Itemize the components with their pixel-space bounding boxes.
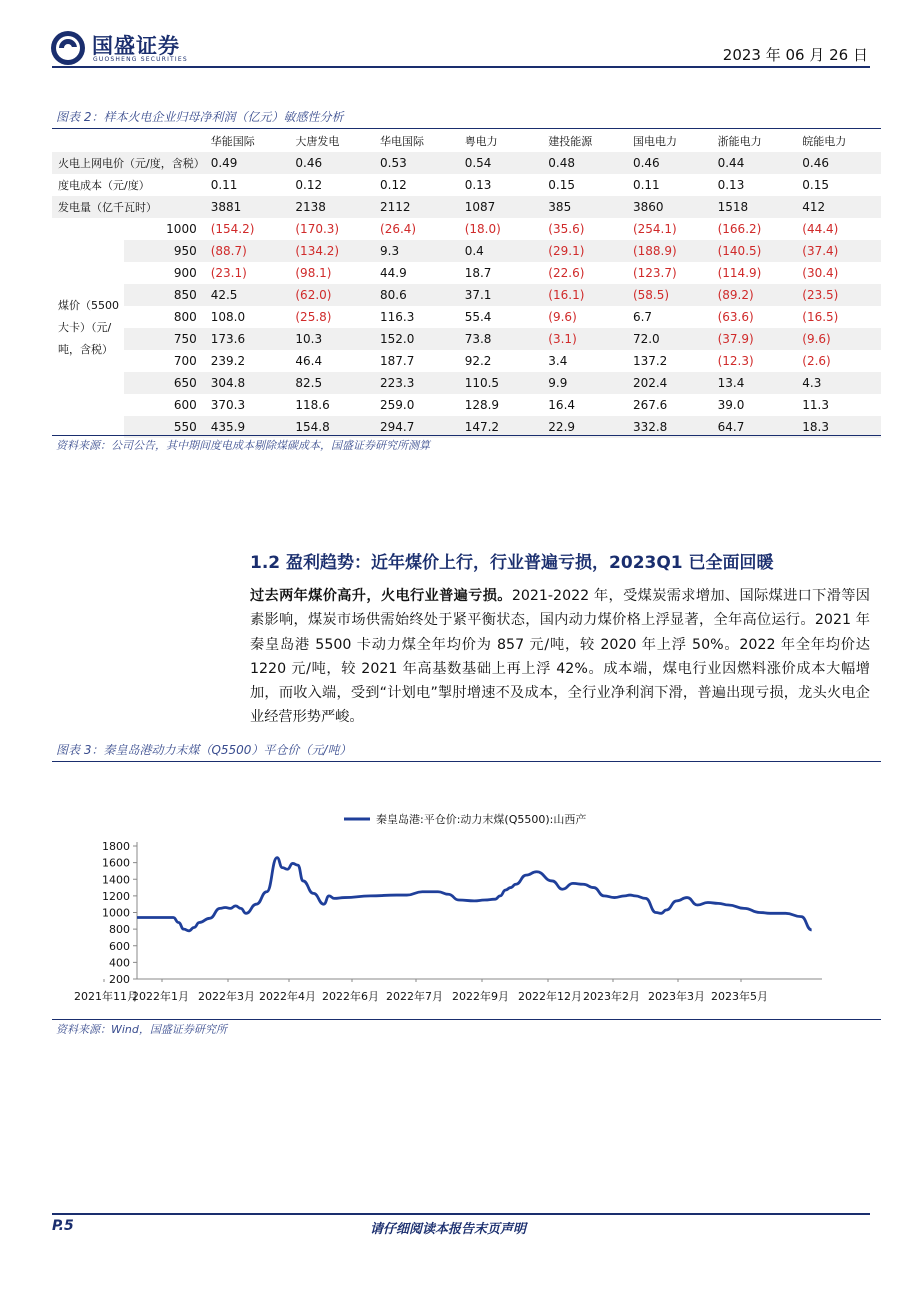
y-tick-label: 1200 — [102, 889, 130, 903]
profit-value: (9.6) — [796, 328, 881, 350]
x-tick-label: 2022年4月 — [259, 990, 316, 1003]
page-number: P.5 — [52, 1218, 74, 1234]
profit-value: (22.6) — [548, 266, 585, 280]
profit-value: (37.9) — [712, 328, 797, 350]
price-row — [52, 372, 881, 394]
profit-value: 73.8 — [459, 328, 543, 350]
column-header: 浙能电力 — [717, 135, 762, 148]
metric-value: 385 — [542, 196, 627, 218]
metric-value: 3881 — [205, 196, 290, 218]
metric-value: 0.46 — [289, 152, 374, 174]
profit-value: 64.7 — [712, 416, 797, 438]
profit-value: 13.4 — [712, 372, 797, 394]
profit-value: 42.5 — [205, 284, 290, 306]
profit-value: (3.1) — [542, 328, 627, 350]
profit-value: 128.9 — [464, 398, 500, 412]
coal-price-value: 750 — [124, 328, 205, 350]
metric-label: 发电量（亿千瓦时） — [52, 196, 205, 218]
table-source: 资料来源：公司公告，其中期间度电成本剔除煤碳成本，国盛证券研究所测算 — [56, 439, 430, 452]
profit-value: 110.5 — [459, 372, 543, 394]
x-tick-label: 2021年11月 — [74, 990, 138, 1003]
metric-value: 0.54 — [459, 152, 543, 174]
profit-value: 370.3 — [210, 398, 246, 412]
profit-value: (188.9) — [627, 240, 712, 262]
coal-price-value: 1000 — [166, 222, 197, 236]
sensitivity-table — [52, 130, 881, 438]
chart-bottom-rule — [52, 1019, 881, 1020]
y-tick-label: 1000 — [102, 906, 130, 920]
coal-price-value: 850 — [124, 284, 205, 306]
profit-value: 259.0 — [380, 398, 415, 412]
profit-value: 18.3 — [796, 416, 881, 438]
metric-value: 0.48 — [542, 152, 627, 174]
y-tick-label: 200 — [109, 973, 130, 986]
chart-source: 资料来源：Wind，国盛证券研究所 — [56, 1023, 227, 1036]
profit-value: 18.7 — [464, 266, 492, 280]
legend-label: 秦皇岛港:平仓价:动力末煤(Q5500):山西产 — [376, 813, 587, 826]
profit-value: (26.4) — [380, 222, 417, 236]
y-tick-label: 600 — [109, 939, 130, 953]
column-header: 皖能电力 — [802, 135, 847, 148]
paragraph-lead: 过去两年煤价高升，火电行业普遍亏损。 — [250, 588, 512, 604]
table-title: 图表 2：样本火电企业归母净利润（亿元）敏感性分析 — [56, 110, 344, 124]
profit-value: 6.7 — [632, 310, 653, 324]
profit-value: (12.3) — [717, 354, 754, 368]
paragraph-body: 2021-2022 年，受煤炭需求增加、国际煤进口下滑等因素影响，煤炭市场供需始终处于紧平衡状态，国内动力煤价格上浮显著，全年高位运行。2021 年秦皇岛港 5500 卡动力煤全年均价为 857 元/吨，较 2020 年上浮 50%。2022 年全年均价达 1220 元/吨，较 2021 年高基数基础上再上浮 42%。成本端，煤电行业因燃料涨价成本大幅增加，而收入端，受到“计划电”掣肘增速不及成本，全行业净利润下滑，普遍出现亏损，龙头火电企业经营形势严峻。 — [250, 588, 870, 726]
guosheng-logo — [50, 30, 86, 66]
profit-value: (16.5) — [802, 310, 839, 324]
metric-value: 0.12 — [380, 178, 407, 192]
table-header-blank — [52, 130, 205, 152]
coal-price-value: 700 — [173, 354, 197, 368]
metric-value: 0.13 — [717, 178, 745, 192]
x-tick-label: 2022年9月 — [452, 990, 509, 1003]
profit-value: 3.4 — [548, 354, 568, 368]
profit-value: 82.5 — [289, 372, 374, 394]
metric-value: 0.12 — [295, 178, 323, 192]
y-tick-label: 400 — [109, 956, 130, 970]
profit-value: 92.2 — [464, 354, 492, 368]
coal-price-value: 650 — [124, 372, 205, 394]
metric-row — [52, 174, 881, 196]
column-header: 华电国际 — [380, 135, 425, 148]
profit-value: 46.4 — [295, 354, 323, 368]
profit-value: (18.0) — [464, 222, 501, 236]
profit-value: (25.8) — [295, 310, 332, 324]
profit-value: 11.3 — [802, 398, 829, 412]
profit-value: 223.3 — [374, 372, 459, 394]
column-header: 大唐发电 — [295, 135, 340, 148]
profit-value: 304.8 — [205, 372, 290, 394]
metric-row — [52, 152, 881, 174]
profit-value: (23.1) — [210, 266, 247, 280]
profit-value: (166.2) — [717, 222, 762, 236]
price-row — [52, 262, 881, 284]
profit-value: 239.2 — [210, 354, 246, 368]
profit-value: 108.0 — [210, 310, 246, 324]
table-header-row — [52, 130, 881, 152]
footer-disclaimer: 请仔细阅读本报告末页声明 — [370, 1222, 527, 1237]
metric-value: 1518 — [712, 196, 797, 218]
coal-price-series-line — [137, 858, 812, 931]
coal-price-value: 800 — [173, 310, 197, 324]
profit-value: 39.0 — [717, 398, 745, 412]
metric-value: 2138 — [289, 196, 374, 218]
x-tick-label: 2022年3月 — [198, 990, 255, 1003]
metric-value: 2112 — [374, 196, 459, 218]
metric-label: 度电成本（元/度） — [52, 174, 205, 196]
profit-value: 267.6 — [632, 398, 668, 412]
profit-value: 80.6 — [374, 284, 459, 306]
profit-value: 16.4 — [548, 398, 576, 412]
profit-value: 116.3 — [380, 310, 415, 324]
profit-value: (58.5) — [627, 284, 712, 306]
profit-value: 4.3 — [796, 372, 881, 394]
profit-value: 72.0 — [627, 328, 712, 350]
metric-value: 3860 — [627, 196, 712, 218]
metric-value: 412 — [796, 196, 881, 218]
metric-label: 火电上网电价（元/度，含税） — [52, 152, 205, 174]
profit-value: 10.3 — [289, 328, 374, 350]
profit-value: (2.6) — [802, 354, 831, 368]
profit-value: 294.7 — [374, 416, 459, 438]
profit-value: 147.2 — [459, 416, 543, 438]
y-tick-label: 1400 — [102, 873, 130, 887]
coal-price-value: 550 — [124, 416, 205, 438]
coal-price-value: 900 — [173, 266, 197, 280]
brand-name-en: GUOSHENG SECURITIES — [93, 56, 188, 63]
y-tick-label: 1800 — [102, 840, 130, 853]
column-header: 国电电力 — [632, 135, 677, 148]
profit-value: (30.4) — [802, 266, 839, 280]
profit-value: 202.4 — [627, 372, 712, 394]
profit-value: 332.8 — [627, 416, 712, 438]
coal-price-value: 600 — [173, 398, 197, 412]
metric-value: 0.46 — [796, 152, 881, 174]
x-tick-label: 2023年5月 — [711, 990, 768, 1003]
metric-value: 0.15 — [548, 178, 576, 192]
profit-value: 137.2 — [632, 354, 668, 368]
price-row — [52, 394, 881, 416]
profit-value: (134.2) — [289, 240, 374, 262]
profit-value: (9.6) — [548, 310, 577, 324]
x-tick-label: 2023年3月 — [648, 990, 705, 1003]
profit-value: (140.5) — [712, 240, 797, 262]
profit-value: (170.3) — [295, 222, 340, 236]
profit-value: (254.1) — [632, 222, 677, 236]
x-tick-label: 2023年2月 — [583, 990, 640, 1003]
column-header: 建投能源 — [548, 135, 593, 148]
metric-value: 0.49 — [205, 152, 290, 174]
profit-value: 152.0 — [374, 328, 459, 350]
price-row — [52, 350, 881, 372]
profit-value: (29.1) — [542, 240, 627, 262]
coal-price-chart — [52, 764, 882, 1014]
section-heading: 1.2 盈利趋势：近年煤价上行，行业普遍亏损，2023Q1 已全面回暖 — [250, 553, 774, 573]
metric-value: 1087 — [459, 196, 543, 218]
metric-value: 0.11 — [210, 178, 238, 192]
x-tick-label: 2022年1月 — [132, 990, 189, 1003]
x-tick-label: 2022年6月 — [322, 990, 379, 1003]
price-row — [52, 306, 881, 328]
footer-rule — [52, 1213, 870, 1215]
profit-value: (62.0) — [289, 284, 374, 306]
profit-value: 9.3 — [374, 240, 459, 262]
metric-value: 0.15 — [802, 178, 829, 192]
profit-value: 0.4 — [459, 240, 543, 262]
price-row — [52, 218, 881, 240]
report-date: 2023 年 06 月 26 日 — [722, 46, 868, 64]
profit-value: (16.1) — [542, 284, 627, 306]
profit-value: (35.6) — [548, 222, 585, 236]
coal-price-label: 煤价（5500大卡）（元/吨，含税） — [52, 218, 124, 438]
x-tick-label: 2022年7月 — [386, 990, 443, 1003]
profit-value: 154.8 — [289, 416, 374, 438]
profit-value: 22.9 — [542, 416, 627, 438]
price-row — [52, 240, 881, 262]
profit-value: 44.9 — [380, 266, 407, 280]
profit-value: (114.9) — [717, 266, 762, 280]
chart-top-rule — [52, 761, 881, 762]
profit-value: (88.7) — [205, 240, 290, 262]
header-rule — [52, 66, 870, 68]
column-header: 粤电力 — [464, 135, 498, 148]
brand-name-cn: 国盛证券 — [92, 34, 180, 58]
y-tick-label: 1600 — [102, 856, 130, 870]
profit-value: (37.4) — [796, 240, 881, 262]
profit-value: 37.1 — [459, 284, 543, 306]
price-row — [52, 328, 881, 350]
profit-value: (154.2) — [210, 222, 255, 236]
profit-value: (98.1) — [295, 266, 332, 280]
y-tick-label: 800 — [109, 923, 130, 937]
metric-row — [52, 196, 881, 218]
profit-value: 173.6 — [205, 328, 290, 350]
profit-value: 435.9 — [205, 416, 290, 438]
metric-value: 0.53 — [374, 152, 459, 174]
price-row — [52, 284, 881, 306]
column-header: 华能国际 — [210, 135, 255, 148]
profit-value: (44.4) — [802, 222, 839, 236]
section-paragraph — [250, 584, 870, 730]
profit-value: (63.6) — [717, 310, 754, 324]
profit-value: (89.2) — [712, 284, 797, 306]
x-tick-label: 2022年12月 — [518, 990, 582, 1003]
profit-value: 9.9 — [542, 372, 627, 394]
profit-value: (123.7) — [632, 266, 677, 280]
coal-price-value: 950 — [124, 240, 205, 262]
table-bottom-rule — [52, 435, 881, 436]
chart-title: 图表 3：秦皇岛港动力末煤（Q5500）平仓价（元/吨） — [56, 743, 352, 757]
profit-value: (23.5) — [796, 284, 881, 306]
metric-value: 0.46 — [627, 152, 712, 174]
metric-value: 0.13 — [464, 178, 492, 192]
profit-value: 55.4 — [464, 310, 492, 324]
table-top-rule — [52, 128, 881, 129]
profit-value: 187.7 — [380, 354, 415, 368]
profit-value: 118.6 — [295, 398, 330, 412]
metric-value: 0.44 — [712, 152, 797, 174]
metric-value: 0.11 — [632, 178, 660, 192]
